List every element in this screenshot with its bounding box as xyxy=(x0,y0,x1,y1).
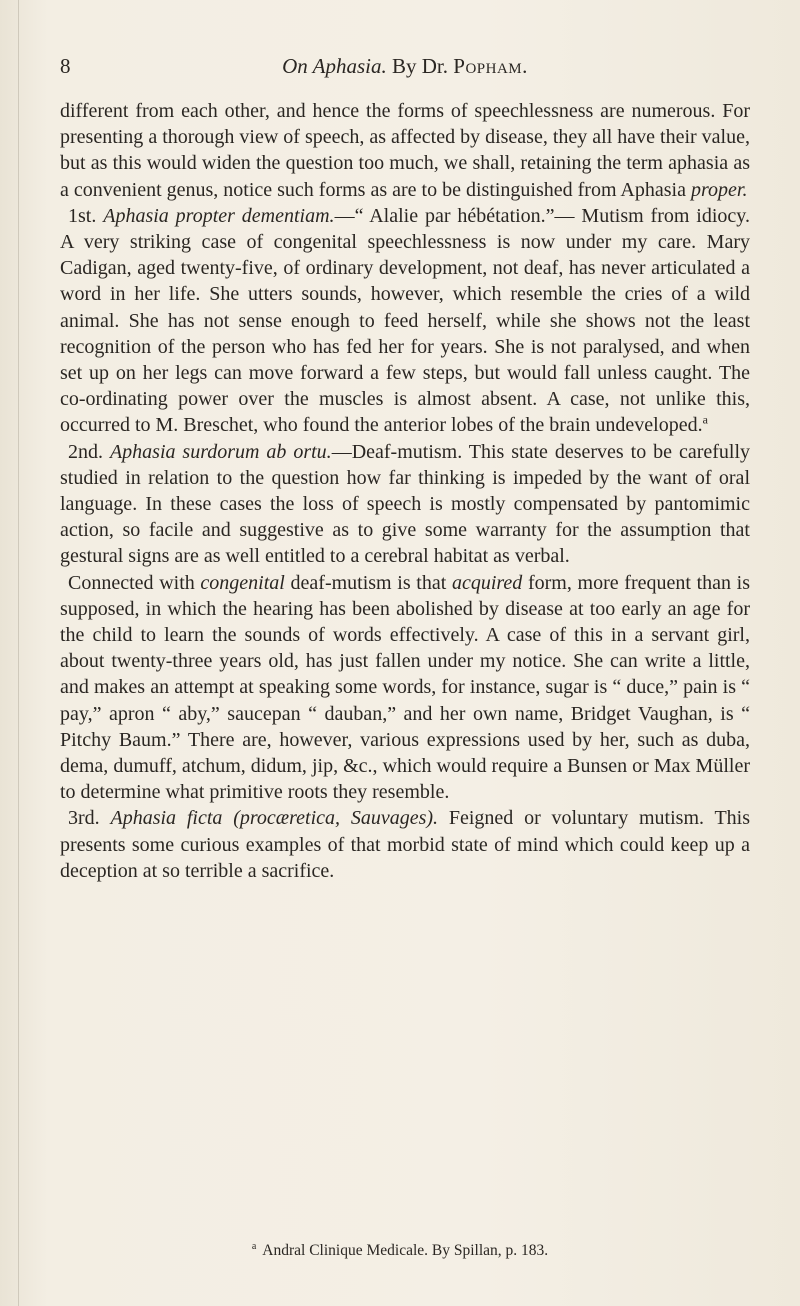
emphasis-proper: proper. xyxy=(690,178,748,201)
title-author: Popham. xyxy=(453,54,528,78)
page-gutter xyxy=(18,0,19,1306)
footnote xyxy=(0,1242,800,1260)
paragraph-acquired: Connected with congenital deaf-mutism is that acquired form, more frequent than is supposed, in which the hearing has been abolished by disease at too early an age for the child to learn the sounds of words effectively. A case of this in a servant girl, about twenty-three years old, has just fallen under my notice. She can write a little, and makes an attempt at speaking some words, for instance, sugar is “ duce,” pain is “ pay,” apron “ aby,” saucepan “ dauban,” and her own name, Bridget Vaughan, is “ Pitchy Baum.” There are, however, various expressions used by her, such as duba, dema, dumuff, atchum, didum, jip, &c., which would require a Bunsen or Max Müller to determine what primitive roots they resemble. xyxy=(60,571,751,804)
paragraph-second-form: 2nd. Aphasia surdorum ab ortu.—Deaf-mutism. This state deserves to be carefully studied in relation to the question how far thinking is impeded by the want of oral language. In these cases the loss of speech is mostly compensated by pantomimic action, so facile and suggestive as to give some warranty for the assumption that gestural signs are as well entitled to a cerebral habitat as verbal. xyxy=(60,440,751,568)
footnote-marker: a xyxy=(251,1240,257,1252)
emphasis-first-form: Aphasia propter dementiam. xyxy=(103,204,335,227)
title-by: By Dr. xyxy=(392,54,449,78)
footnote-text: Andral Clinique Medicale. By Spillan, p. 183. xyxy=(262,1242,549,1259)
emphasis-congenital: congenital xyxy=(200,571,285,594)
paragraph-third-form: 3rd. Aphasia ficta (procæretica, Sauvages). Feigned or voluntary mutism. This presents some curious examples of that morbid state of mind which could keep up a deception at so terrible a sacrifice. xyxy=(60,807,751,882)
emphasis-third-form: Aphasia ficta (procæretica, Sauvages). xyxy=(110,807,439,830)
paragraph-first-form: 1st. Aphasia propter dementiam.—“ Alalie par hébétation.”— Mutism from idiocy. A very striking case of congenital speechlessness is now under my care. Mary Cadigan, aged twenty-five, of ordinary development, not deaf, has never articulated a word in her life. She utters sounds, however, which resemble the cries of a wild animal. She has not sense enough to feed herself, while she shows not the least recognition of the person who has fed her for years. She is not paralysed, and when set up on her legs can move forward a few steps, but would fall unless caught. The co-ordinating power over the muscles is almost absent. A case, not unlike this, occurred to M. Breschet, who found the anterior lobes of the brain undeveloped.$^a$ xyxy=(60,204,750,437)
running-header xyxy=(60,54,750,84)
paragraph-intro: different from each other, and hence the forms of speechlessness are numerous. For presenting a thorough view of speech, as affected by disease, they all have their value, but as this would widen the question too much, we shall, retaining the term aphasia as a convenient genus, notice such forms as are to be distinguished from Aphasia proper. xyxy=(60,100,750,201)
running-title xyxy=(60,54,750,79)
title-italic: On Aphasia. xyxy=(282,54,387,78)
footnote-ref: a xyxy=(702,412,708,427)
body-text xyxy=(60,98,750,884)
emphasis-second-form: Aphasia surdorum ab ortu. xyxy=(109,440,332,463)
page-number: 8 xyxy=(60,54,71,78)
emphasis-acquired: acquired xyxy=(451,571,523,594)
